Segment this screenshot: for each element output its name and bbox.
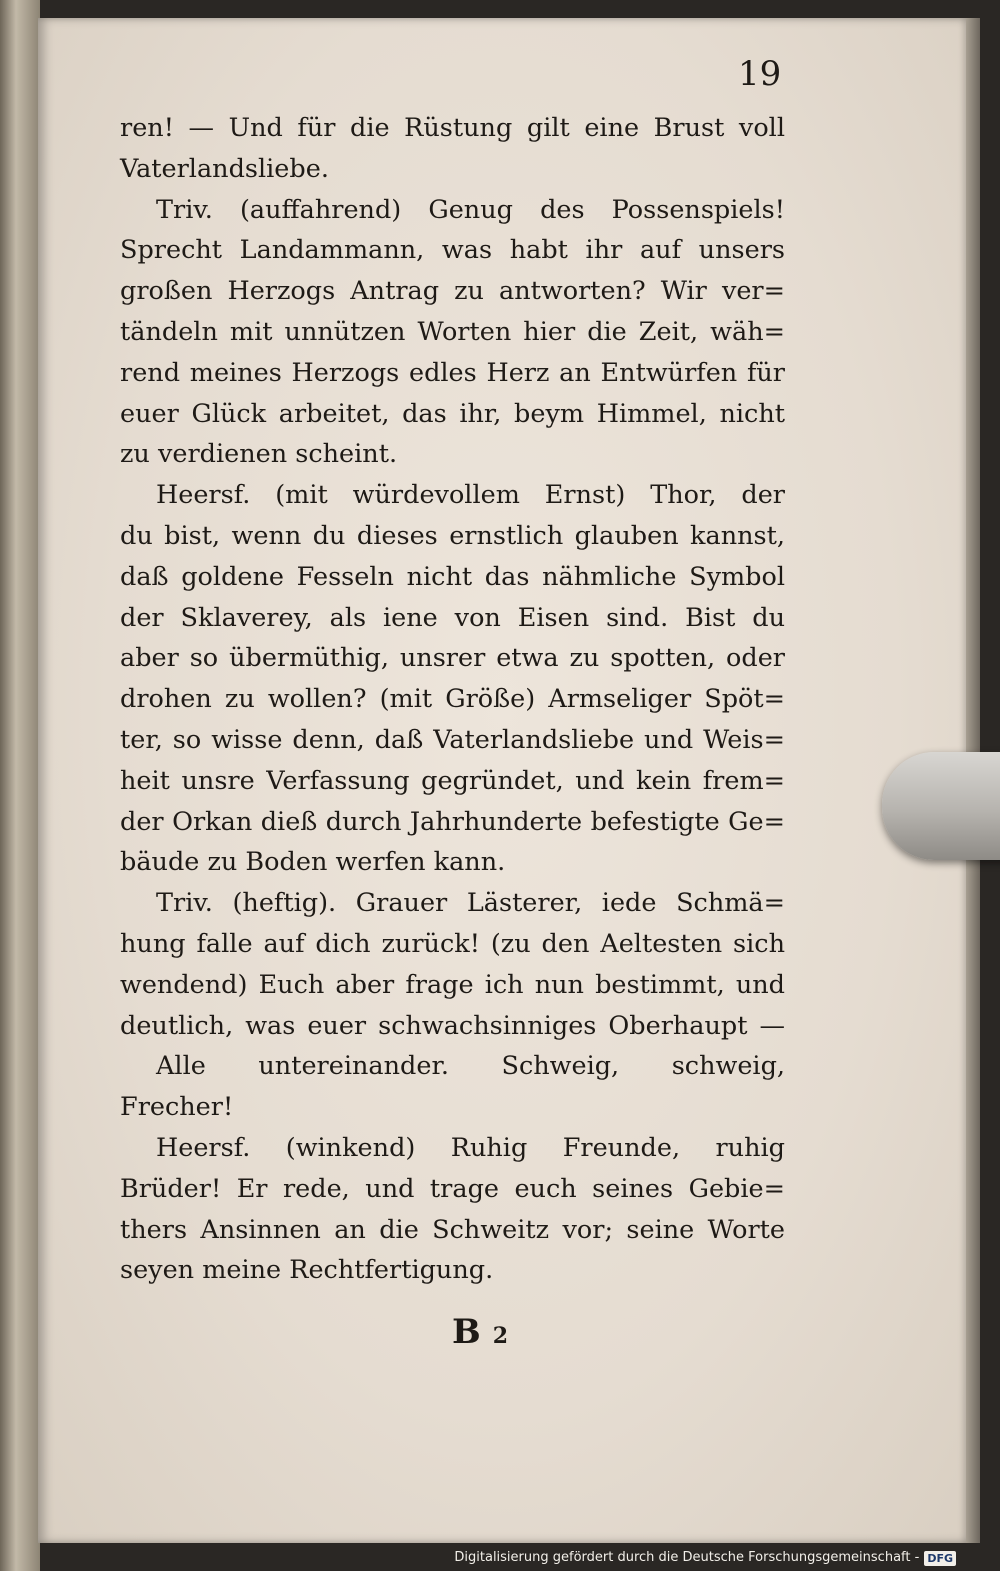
text-line: Heersf. (mit würdevollem Ernst) Thor, der (156, 480, 785, 511)
footer-text: Digitalisierung gefördert durch die Deutsche Forschungsgemeinschaft - (454, 1550, 920, 1565)
text-line: euer Glück arbeitet, das ihr, beym Himmel, nicht (120, 398, 785, 429)
text-line: der Sklaverey, als iene von Eisen sind. Bist du (120, 602, 785, 633)
text-line: deutlich, was euer schwachsinniges Oberhaupt — (120, 1010, 785, 1041)
text-line: du bist, wenn du dieses ernstlich glauben kannst, (120, 520, 785, 551)
text-line: hung falle auf dich zurück! (zu den Aeltesten sich (120, 928, 785, 959)
text-line: rend meines Herzogs edles Herz an Entwürfen für (120, 357, 785, 388)
text-line: Triv. (auffahrend) Genug des Possenspiels! (156, 194, 785, 225)
text-line: wendend) Euch aber frage ich nun bestimmt, und (120, 969, 785, 1000)
text-line: bäude zu Boden werfen kann. (120, 847, 506, 878)
text-line: Brüder! Er rede, und trage euch seines Gebie= (120, 1173, 785, 1204)
text-line: Heersf. (winkend) Ruhig Freunde, ruhig (156, 1132, 785, 1163)
signature-number: 2 (492, 1323, 509, 1349)
text-line: daß goldene Fesseln nicht das nähmliche Symbol (120, 561, 785, 592)
text-line: ren! — Und für die Rüstung gilt eine Brust voll (120, 113, 785, 143)
text-line: ter, so wisse denn, daß Vaterlandsliebe und Weis= (120, 724, 785, 755)
text-line: heit unsre Verfassung gegründet, und kein frem= (120, 765, 785, 796)
text-line: Frecher! (120, 1092, 234, 1123)
funding-footer (454, 1545, 956, 1571)
text-line: Alle untereinander. Schweig, schweig, (156, 1051, 785, 1082)
text-line: zu verdienen scheint. (120, 439, 398, 470)
signature-letter: B (452, 1312, 481, 1352)
printer-signature (452, 1312, 508, 1352)
page-text (120, 108, 785, 1291)
book-clip (882, 752, 1000, 860)
dfg-logo-icon: DFG (924, 1551, 956, 1566)
text-line: seyen meine Rechtfertigung. (120, 1255, 494, 1286)
text-line: tändeln mit unnützen Worten hier die Zeit, wäh= (120, 316, 785, 347)
text-line: der Orkan dieß durch Jahrhunderte befestigte Ge= (120, 806, 785, 837)
facing-page-edge (0, 0, 40, 1571)
text-line: aber so übermüthig, unsrer etwa zu spotten, oder (120, 643, 785, 674)
page-number: 19 (738, 54, 782, 94)
text-line: großen Herzogs Antrag zu antworten? Wir ver= (120, 276, 785, 307)
text-line: drohen zu wollen? (mit Größe) Armseliger Spöt= (120, 684, 785, 715)
text-line: Triv. (heftig). Grauer Lästerer, iede Schmä= (156, 888, 785, 919)
text-line: thers Ansinnen an die Schweitz vor; seine Worte (120, 1214, 785, 1245)
text-line: Sprecht Landammann, was habt ihr auf unsers (120, 235, 785, 266)
text-line: Vaterlandsliebe. (120, 153, 329, 184)
